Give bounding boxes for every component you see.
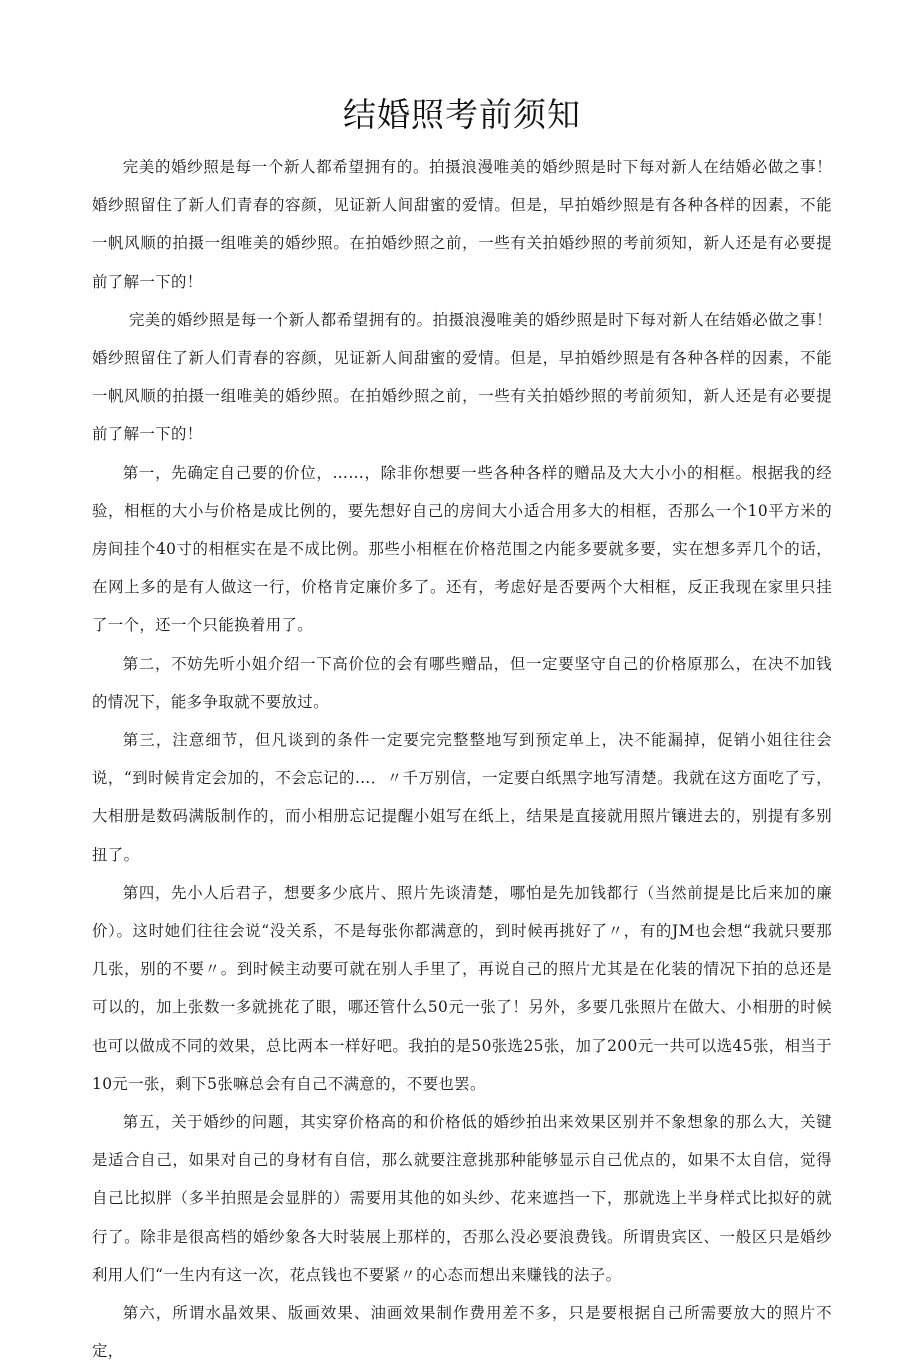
paragraph-point-5: 第五，关于婚纱的问题，其实穿价格高的和价格低的婚纱拍出来效果区别并不象想象的那么大，关键是适合自己，如果对自己的身材有自信，那么就要注意挑那种能够显示自己优点的，如果不太自信，觉得自己比拟胖（多半拍照是会显胖的）需要用其他的如头纱、花来遮挡一下，那就选上半身样式比拟好的就行了。除非是很高档的婚纱象各大时装展上那样的，否那么没必要浪费钱。所谓贵宾区、一般区只是婚纱利用人们“一生内有这一次，花点钱也不要紧〃的心态而想出来赚钱的法子。 <box>92 1113 832 1284</box>
document-title: 结婚照考前须知 <box>343 95 581 134</box>
paragraph-point-1: 第一，先确定自己要的价位，……，除非你想要一些各种各样的赠品及大大小小的相框。根据我的经验，相框的大小与价格是成比例的，要先想好自己的房间大小适合用多大的相框，否那么一个10平方米的房间挂个40寸的相框实在是不成比例。那些小相框在价格范围之内能多要就多要，实在想多弄几个的话，在网上多的是有人做这一行，价格肯定廉价多了。还有，考虑好是否要两个大相框，反正我现在家里只挂了一个，还一个只能换着用了。 <box>92 463 832 635</box>
paragraph-point-2: 第二，不妨先听小姐介绍一下高价位的会有哪些赠品，但一定要坚守自己的价格原那么，在决不加钱的情况下，能多争取就不要放过。 <box>92 654 832 711</box>
paragraph-intro-repeat: 完美的婚纱照是每一个新人都希望拥有的。拍摄浪漫唯美的婚纱照是时下每对新人在结婚必做之事！婚纱照留住了新人们青春的容颜，见证新人间甜蜜的爱情。但是，早拍婚纱照是有各种各样的因素，不能一帆风顺的拍摄一组唯美的婚纱照。在拍婚纱照之前，一些有关拍婚纱照的考前须知，新人还是有必要提前了解一下的！ <box>92 310 832 444</box>
paragraph-intro: 完美的婚纱照是每一个新人都希望拥有的。拍摄浪漫唯美的婚纱照是时下每对新人在结婚必做之事！婚纱照留住了新人们青春的容颜，见证新人间甜蜜的爱情。但是，早拍婚纱照是有各种各样的因素，不能一帆风顺的拍摄一组唯美的婚纱照。在拍婚纱照之前，一些有关拍婚纱照的考前须知，新人还是有必要提前了解一下的！ <box>92 158 832 291</box>
paragraph-point-4: 第四，先小人后君子，想要多少底片、照片先谈清楚，哪怕是先加钱都行（当然前提是比后来加的廉价）。这时她们往往会说“没关系，不是每张你都满意的，到时候再挑好了〃，有的JM也会想“我就只要那几张，别的不要〃。到时候主动要可就在别人手里了，再说自己的照片尤其是在化装的情况下拍的总还是可以的，加上张数一多就挑花了眼，哪还管什么50元一张了！另外，多要几张照片在做大、小相册的时候也可以做成不同的效果，总比两本一样好吧。我拍的是50张选25张，加了200元一共可以选45张，相当于10元一张，剩下5张嘛总会有自己不满意的，不要也罢。 <box>92 883 832 1093</box>
paragraph-point-3: 第三，注意细节，但凡谈到的条件一定要完完整整地写到预定单上，决不能漏掉，促销小姐往往会说，“到时候肯定会加的，不会忘记的…．〃千万别信，一定要白纸黑字地写清楚。我就在这方面吃了亏，大相册是数码满版制作的，而小相册忘记提醒小姐写在纸上，结果是直接就用照片镶进去的，别提有多别扭了。 <box>92 731 832 864</box>
paragraph-point-6: 第六，所谓水晶效果、版画效果、油画效果制作费用差不多，只是要根据自己所需要放大的照片不定， <box>92 1304 832 1361</box>
